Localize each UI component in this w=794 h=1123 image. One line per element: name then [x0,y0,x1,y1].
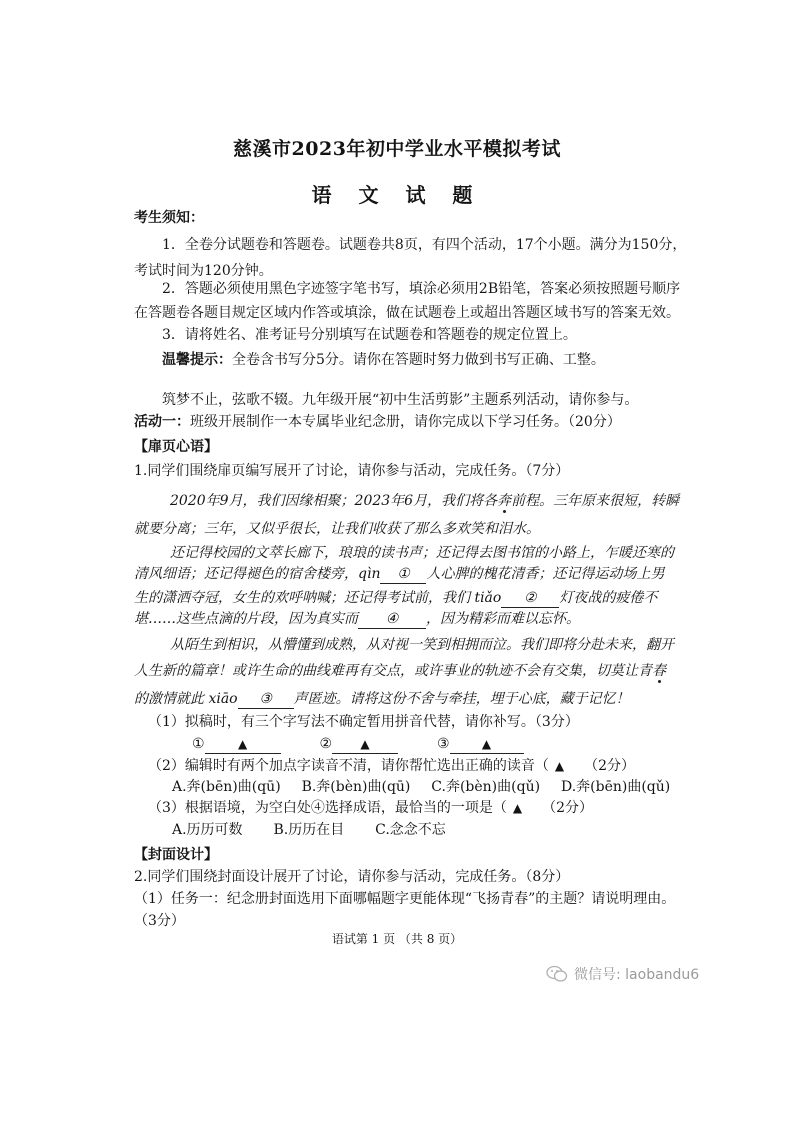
triangle-icon: ▲ [512,801,523,815]
option-d[interactable]: D.奔(bēn)曲(qǔ) [560,779,671,795]
option-b[interactable]: B.奔(bèn)曲(qū) [301,779,411,795]
triangle-icon: ▲ [554,759,565,773]
answer-blank-3[interactable] [450,735,524,754]
blank-3[interactable]: ③ [238,690,294,709]
passage-text: 人生新的篇章！或许生命的曲线难再有交点，或许事业的轨迹不会有交集，切莫让青 [134,663,652,679]
option-c[interactable]: C.念念不忘 [375,822,446,838]
sub-question-2-text: （2）编辑时有两个加点字读音不清，请你帮忙选出正确的读音（ [148,758,549,774]
fill-label-1: ① [192,736,205,752]
fill-label-3: ③ [436,736,450,752]
section-heading-cover: 【封面设计】 [134,847,218,863]
dotted-character: 春 [652,663,666,679]
sub-question-3-text: （3）根据语境，为空白处④选择成语，最恰当的一项是（ [148,800,507,816]
passage-line [134,690,630,709]
triangle-icon: ▲ [360,737,370,751]
answer-blank-1[interactable] [205,735,281,754]
sub-question-3 [148,799,593,817]
option-a[interactable]: A.奔(bēn)曲(qū) [172,779,281,795]
question-2: 2.同学们围绕封面设计展开了讨论，请你参与活动，完成任务。（8分） [134,869,570,885]
question-1: 1.同学们围绕扉页编写展开了讨论，请你参与活动，完成任务。（7分） [134,463,570,479]
passage-text: 2020年9月，我们因缘相聚；2023年6月，我们将各 [170,493,498,509]
fill-label-2: ② [319,736,333,752]
notice-item-3: 3．请将姓名、准考证号分别填写在试题卷和答题卷的规定位置上。 [162,327,577,343]
passage-text: ，因为精彩而难以忘怀。 [426,611,580,627]
option-c[interactable]: C.奔(bèn)曲(qǔ) [431,779,541,795]
passage-line: 还记得校园的文萃长廊下，琅琅的读书声；还记得去图书馆的小路上，乍暖还寒的 [170,545,674,561]
passage-text: 生的潇洒夺冠，女生的欢呼呐喊；还记得考试前，我们 tiǎo [134,590,502,606]
notice-heading: 考生须知： [134,210,204,226]
options-row [172,821,446,839]
task-1-score: （3分） [134,913,185,929]
blank-4[interactable]: ④ [358,610,426,629]
section-heading-flyleaf: 【扉页心语】 [134,439,218,455]
passage-text: 清风细语；还记得褪色的宿舍楼旁，qìn [134,566,381,582]
dotted-character: 奔 [497,493,512,509]
activity-1-text: 班级开展制作一本专属毕业纪念册，请你完成以下学习任务。（20分） [190,414,621,430]
fill-row [192,735,524,754]
passage-text: 堪……这些点滴的片段，因为真实而 [134,611,358,627]
watermark-text: 微信号: laobandu6 [574,967,700,983]
notice-item-1b: 考试时间为120分钟。 [134,263,273,279]
passage-line [134,565,664,584]
sub-question-3-score: （2分） [542,800,594,816]
wechat-icon [546,965,568,983]
notice-tip-text: 全卷含书写分5分。请你在答题时努力做到书写正确、工整。 [232,352,605,368]
passage-line [134,589,657,608]
triangle-icon: ▲ [237,737,248,751]
passage-text: 的激情就此 xiāo [134,691,238,707]
options-row [172,778,670,796]
notice-item-2a: 2．答题必须使用黑色字迹签字笔书写，填涂必须用2B铅笔，答案必须按照题号顺序 [162,281,681,297]
passage-line [170,492,679,510]
intro-text: 筑梦不止，弦歌不辍。九年级开展“初中生活剪影”主题系列活动，请你参与。 [162,392,639,408]
passage-text: 前程。三年原来很短，转瞬 [511,493,680,509]
notice-item-1a: 1．全卷分试题卷和答题卷。试题卷共8页，有四个活动，17个小题。满分为150分， [162,237,687,253]
option-b[interactable]: B.历历在目 [273,822,345,838]
blank-1[interactable]: ① [380,565,426,584]
passage-line: 从陌生到相识，从懵懂到成熟，从对视一笑到相拥而泣。我们即将分赴未来，翻开 [170,637,674,653]
watermark [546,964,699,984]
passage-line [134,662,666,680]
activity-1-label: 活动一： [134,414,190,430]
activity-1 [134,413,621,431]
triangle-icon: ▲ [481,737,492,751]
notice-item-2b: 在答题卷各题目规定区域内作答或填涂，做在试题卷上或超出答题区域书写的答案无效。 [134,305,680,321]
notice-tip [162,351,605,369]
answer-blank-2[interactable] [332,735,398,754]
passage-line: 就要分离；三年，又似乎很长，让我们收获了那么多欢笑和泪水。 [134,521,540,537]
sub-question-2-score: （2分） [584,758,636,774]
option-a[interactable]: A.历历可数 [172,822,243,838]
sub-question-1: （1）拟稿时，有三个字写法不确定暂用拼音代替，请你补写。（3分） [148,714,579,730]
sub-question-2 [148,757,635,775]
task-1: （1）任务一：纪念册封面选用下面哪幅题字更能体现“飞扬青春”的主题？请说明理由。 [134,891,676,907]
passage-text: 灯夜战的疲倦不 [559,590,658,606]
notice-tip-label: 温馨提示： [162,352,232,368]
subject-title: 语 文 试 题 [311,183,483,207]
exam-title: 慈溪市2023年初中学业水平模拟考试 [233,138,561,160]
page-footer: 语试第 1 页 （共 8 页） [331,932,463,946]
passage-text: 声匿迹。请将这份不舍与牵挂，埋于心底，藏于记忆！ [293,691,630,707]
passage-text: 人心脾的槐花清香；还记得运动场上男 [426,566,665,582]
passage-line [134,610,580,629]
blank-2[interactable]: ② [501,589,559,608]
